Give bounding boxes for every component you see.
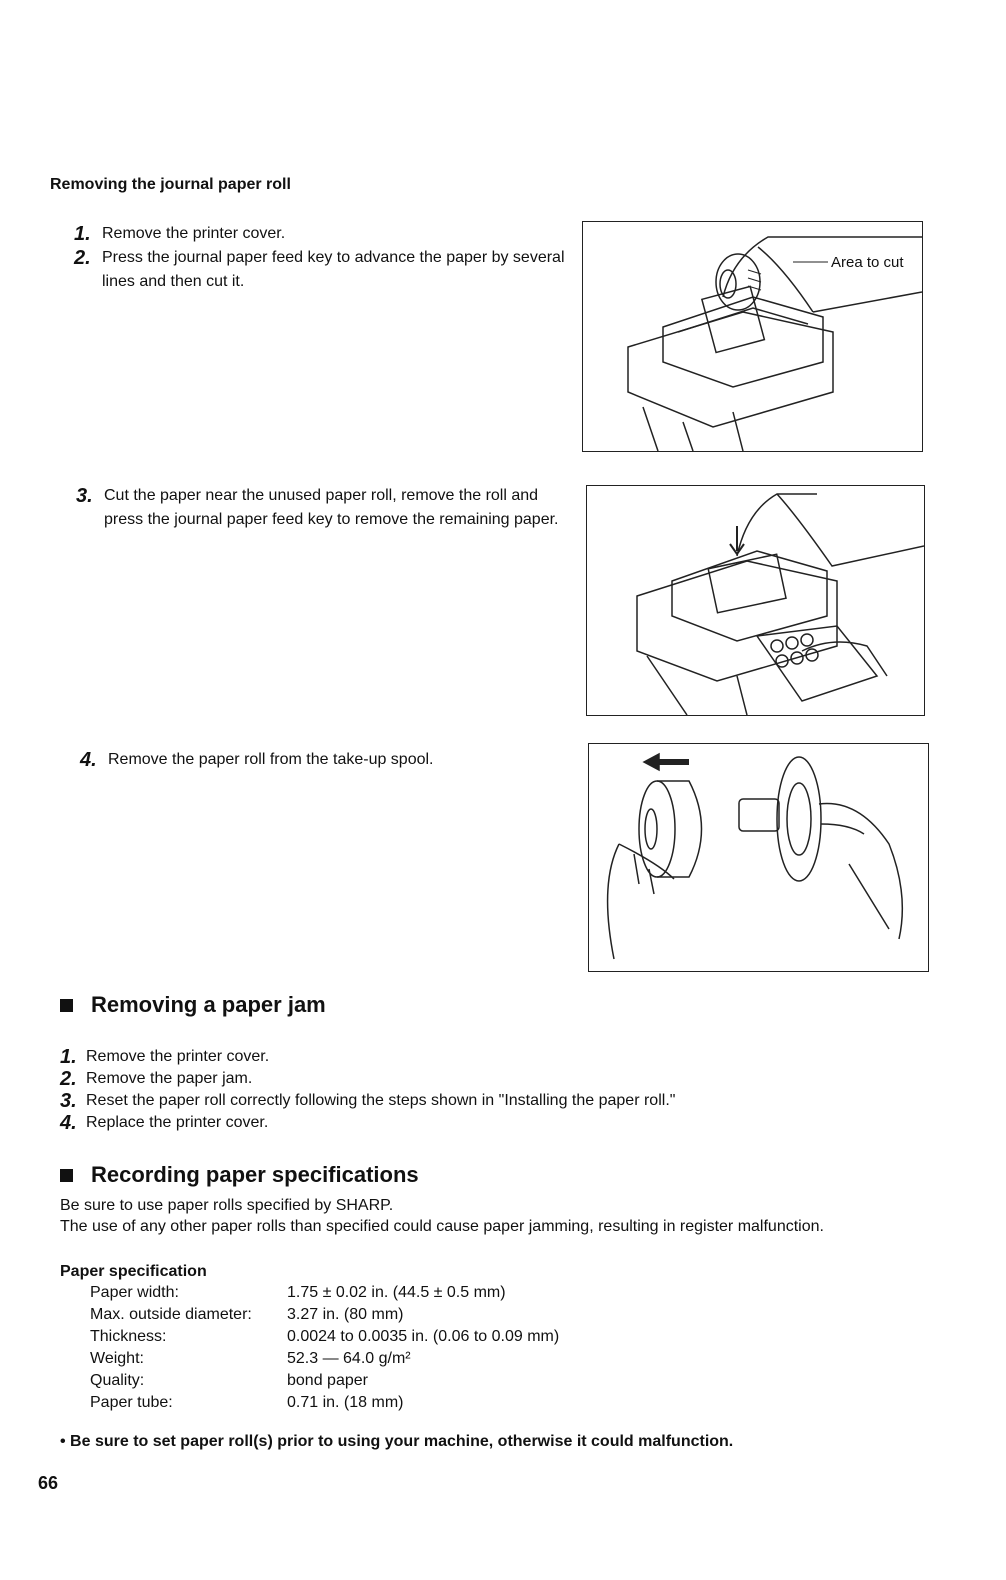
recording-paper-intro bbox=[60, 1195, 960, 1237]
journal-step-4 bbox=[80, 748, 572, 772]
recording-paper-line-2: The use of any other paper rolls than specified could cause paper jamming, resulting in register malfunction. bbox=[60, 1218, 824, 1235]
spec-value: 3.27 in. (80 mm) bbox=[287, 1306, 404, 1323]
step-text: Replace the printer cover. bbox=[86, 1114, 269, 1131]
journal-step-3 bbox=[76, 484, 568, 532]
step-text: Reset the paper roll correctly following the steps shown in "Installing the paper roll." bbox=[86, 1092, 676, 1109]
jam-step-2 bbox=[60, 1068, 960, 1090]
spec-row bbox=[90, 1348, 790, 1370]
step-text: Remove the printer cover. bbox=[86, 1048, 270, 1065]
heading-bullet-icon bbox=[60, 1169, 73, 1182]
spec-value: 0.0024 to 0.0035 in. (0.06 to 0.09 mm) bbox=[287, 1328, 560, 1345]
spec-label: Paper width: bbox=[90, 1284, 179, 1301]
spec-value: 52.3 — 64.0 g/m² bbox=[287, 1350, 411, 1367]
paper-jam-heading-text: Removing a paper jam bbox=[91, 992, 326, 1017]
paper-jam-steps bbox=[60, 1046, 960, 1134]
step-number: 2. bbox=[74, 247, 91, 269]
spec-row bbox=[90, 1326, 790, 1348]
step-number: 1. bbox=[74, 223, 91, 245]
step-number: 2. bbox=[60, 1068, 77, 1090]
paper-jam-heading bbox=[60, 992, 326, 1018]
spec-row bbox=[90, 1304, 790, 1326]
jam-step-3 bbox=[60, 1090, 960, 1112]
journal-steps-1-2 bbox=[74, 222, 566, 294]
step-number: 4. bbox=[60, 1112, 77, 1134]
spec-label: Thickness: bbox=[90, 1328, 167, 1345]
paper-spec-heading: Paper specification bbox=[60, 1263, 207, 1280]
step-text: Remove the paper jam. bbox=[86, 1070, 253, 1087]
paper-spec-table bbox=[90, 1282, 790, 1414]
area-to-cut-label: Area to cut bbox=[831, 254, 904, 271]
figure-remove-roll-from-spool bbox=[588, 743, 929, 972]
warning-note: • Be sure to set paper roll(s) prior to using your machine, otherwise it could malfunction. bbox=[60, 1433, 734, 1450]
journal-step-1 bbox=[74, 222, 566, 246]
recording-paper-line-1: Be sure to use paper rolls specified by SHARP. bbox=[60, 1197, 394, 1214]
step-text: Press the journal paper feed key to advance the paper by several lines and then cut it. bbox=[102, 249, 565, 290]
figure-printer-area-to-cut bbox=[582, 221, 923, 452]
journal-step-4-block bbox=[80, 748, 572, 772]
spec-label: Weight: bbox=[90, 1350, 144, 1367]
heading-bullet-icon bbox=[60, 999, 73, 1012]
jam-step-4 bbox=[60, 1112, 960, 1134]
feed-key-illustration bbox=[587, 486, 924, 715]
journal-step-2 bbox=[74, 246, 566, 294]
spool-illustration bbox=[589, 744, 928, 971]
spec-row bbox=[90, 1282, 790, 1304]
spec-value: 0.71 in. (18 mm) bbox=[287, 1394, 404, 1411]
recording-paper-heading bbox=[60, 1162, 419, 1188]
step-text: Remove the printer cover. bbox=[102, 225, 286, 242]
recording-paper-heading-text: Recording paper specifications bbox=[91, 1162, 419, 1187]
jam-step-1 bbox=[60, 1046, 960, 1068]
spec-row bbox=[90, 1392, 790, 1414]
journal-heading: Removing the journal paper roll bbox=[50, 176, 291, 193]
page-number: 66 bbox=[38, 1473, 59, 1493]
step-text: Cut the paper near the unused paper roll, remove the roll and press the journal paper feed key to remove the remaining paper. bbox=[104, 487, 559, 528]
spec-label: Quality: bbox=[90, 1372, 145, 1389]
spec-label: Paper tube: bbox=[90, 1394, 173, 1411]
step-number: 4. bbox=[80, 749, 97, 771]
spec-label: Max. outside diameter: bbox=[90, 1306, 252, 1323]
step-number: 1. bbox=[60, 1046, 77, 1068]
figure-press-feed-key bbox=[586, 485, 925, 716]
step-number: 3. bbox=[60, 1090, 77, 1112]
step-number: 3. bbox=[76, 485, 93, 507]
step-text: Remove the paper roll from the take-up spool. bbox=[108, 751, 434, 768]
spec-value: 1.75 ± 0.02 in. (44.5 ± 0.5 mm) bbox=[287, 1284, 506, 1301]
journal-step-3-block bbox=[76, 484, 568, 532]
spec-value: bond paper bbox=[287, 1372, 368, 1389]
spec-row bbox=[90, 1370, 790, 1392]
